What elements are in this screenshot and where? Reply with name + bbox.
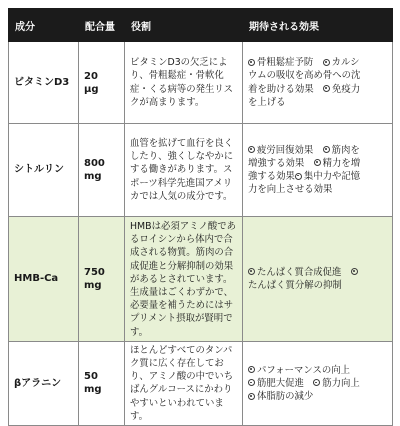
bullet-icon	[323, 59, 330, 66]
ingredient-effects	[243, 217, 393, 342]
effect-text: 着を助ける効果	[248, 83, 324, 95]
effect-line	[248, 144, 387, 157]
effect-text: 力を向上させる効果	[248, 184, 333, 196]
effect-line	[248, 390, 387, 403]
header-amount: 配合量	[79, 9, 125, 42]
effect-text: 増強する効果	[248, 157, 314, 169]
amount-text: 20 μg	[84, 70, 99, 95]
effect-text: 精力を増	[322, 157, 361, 169]
ingredient-amount	[79, 341, 125, 425]
row-hmb-ca	[9, 217, 393, 342]
bullet-icon	[323, 85, 330, 92]
effect-text: カルシ	[331, 57, 360, 69]
effect-text: ウムの吸収を高め骨への沈	[248, 70, 361, 82]
ingredient-effects	[243, 124, 393, 217]
bullet-icon	[295, 173, 302, 180]
ingredient-table	[8, 8, 393, 426]
header-role: 役割	[125, 9, 243, 42]
row-vitamin-d3	[9, 42, 393, 124]
effect-line	[248, 157, 387, 170]
header-effects: 期待される効果	[243, 9, 393, 42]
effect-line	[248, 96, 387, 109]
ingredient-name: シトルリン	[9, 124, 79, 217]
amount-text: 50 mg	[84, 371, 102, 396]
bullet-icon	[323, 146, 330, 153]
effect-line	[248, 377, 387, 390]
ingredient-amount	[79, 42, 125, 124]
effect-text: を上げる	[248, 96, 286, 108]
effect-text: 体脂肪の減少	[257, 391, 314, 403]
bullet-icon	[248, 146, 255, 153]
bullet-icon	[248, 268, 255, 275]
effect-line	[248, 56, 387, 69]
header-row	[9, 9, 393, 42]
ingredient-effects	[243, 341, 393, 425]
ingredient-amount	[79, 124, 125, 217]
bullet-icon	[313, 379, 320, 386]
effect-text: 強する効果	[248, 171, 295, 182]
effect-text: 集中力や記憶	[303, 171, 361, 182]
effect-text: 筋肉を	[331, 144, 360, 156]
ingredient-name: βアラニン	[9, 341, 79, 425]
effect-line	[248, 183, 387, 196]
bullet-icon	[248, 393, 255, 400]
ingredient-role: HMBは必須アミノ酸であるロイシンから体内で合成される物質。筋肉の合成促進と分解抑制の効果があるとされています。生成量はごくわずかで、必要量を補うためにはサプリメント摂取が賢明です。	[125, 217, 243, 342]
effect-text: パフォーマンスの向上	[257, 364, 350, 376]
ingredient-amount	[79, 217, 125, 342]
effect-line	[248, 83, 387, 96]
row-beta-alanine	[9, 341, 393, 425]
header-ingredient: 成分	[9, 9, 79, 42]
ingredient-name: HMB-Ca	[9, 217, 79, 342]
effect-line	[248, 69, 387, 82]
bullet-icon	[351, 268, 358, 275]
amount-text: 750 mg	[84, 266, 105, 291]
effect-text: たんぱく質分解の抑制	[248, 279, 342, 291]
effect-text: たんぱく質合成促進	[257, 266, 351, 278]
bullet-icon	[248, 59, 255, 66]
ingredient-name: ビタミンD3	[9, 42, 79, 124]
effect-text: 免疫力	[332, 83, 361, 95]
ingredient-role: ビタミンD3の欠乏により、骨粗鬆症・骨軟化症・くる病等の発生リスクが高まります。	[125, 42, 243, 124]
effect-text: 筋力向上	[322, 377, 360, 389]
bullet-icon	[248, 366, 255, 373]
bullet-icon	[314, 159, 321, 166]
effect-text: 骨粗鬆症予防	[257, 57, 323, 69]
ingredient-effects	[243, 42, 393, 124]
row-citrulline	[9, 124, 393, 217]
effect-text: 筋肥大促進	[257, 377, 314, 389]
effect-line	[248, 266, 387, 279]
effect-line	[248, 364, 387, 377]
ingredient-role: 血管を拡げて血行を良くしたり、強くしなやかにする働きがあります。スポーツ科学先進国アメリカでは人気の成分です。	[125, 124, 243, 217]
ingredient-role: ほとんどすべてのタンパク質に広く存在しており、アミノ酸の中でいちばんグルコースにかわりやすいといわれています。	[125, 341, 243, 425]
effect-line	[248, 279, 387, 292]
effect-line	[248, 170, 387, 183]
bullet-icon	[248, 379, 255, 386]
amount-text: 800 mg	[84, 158, 105, 182]
effect-text: 疲労回復効果	[257, 144, 323, 156]
